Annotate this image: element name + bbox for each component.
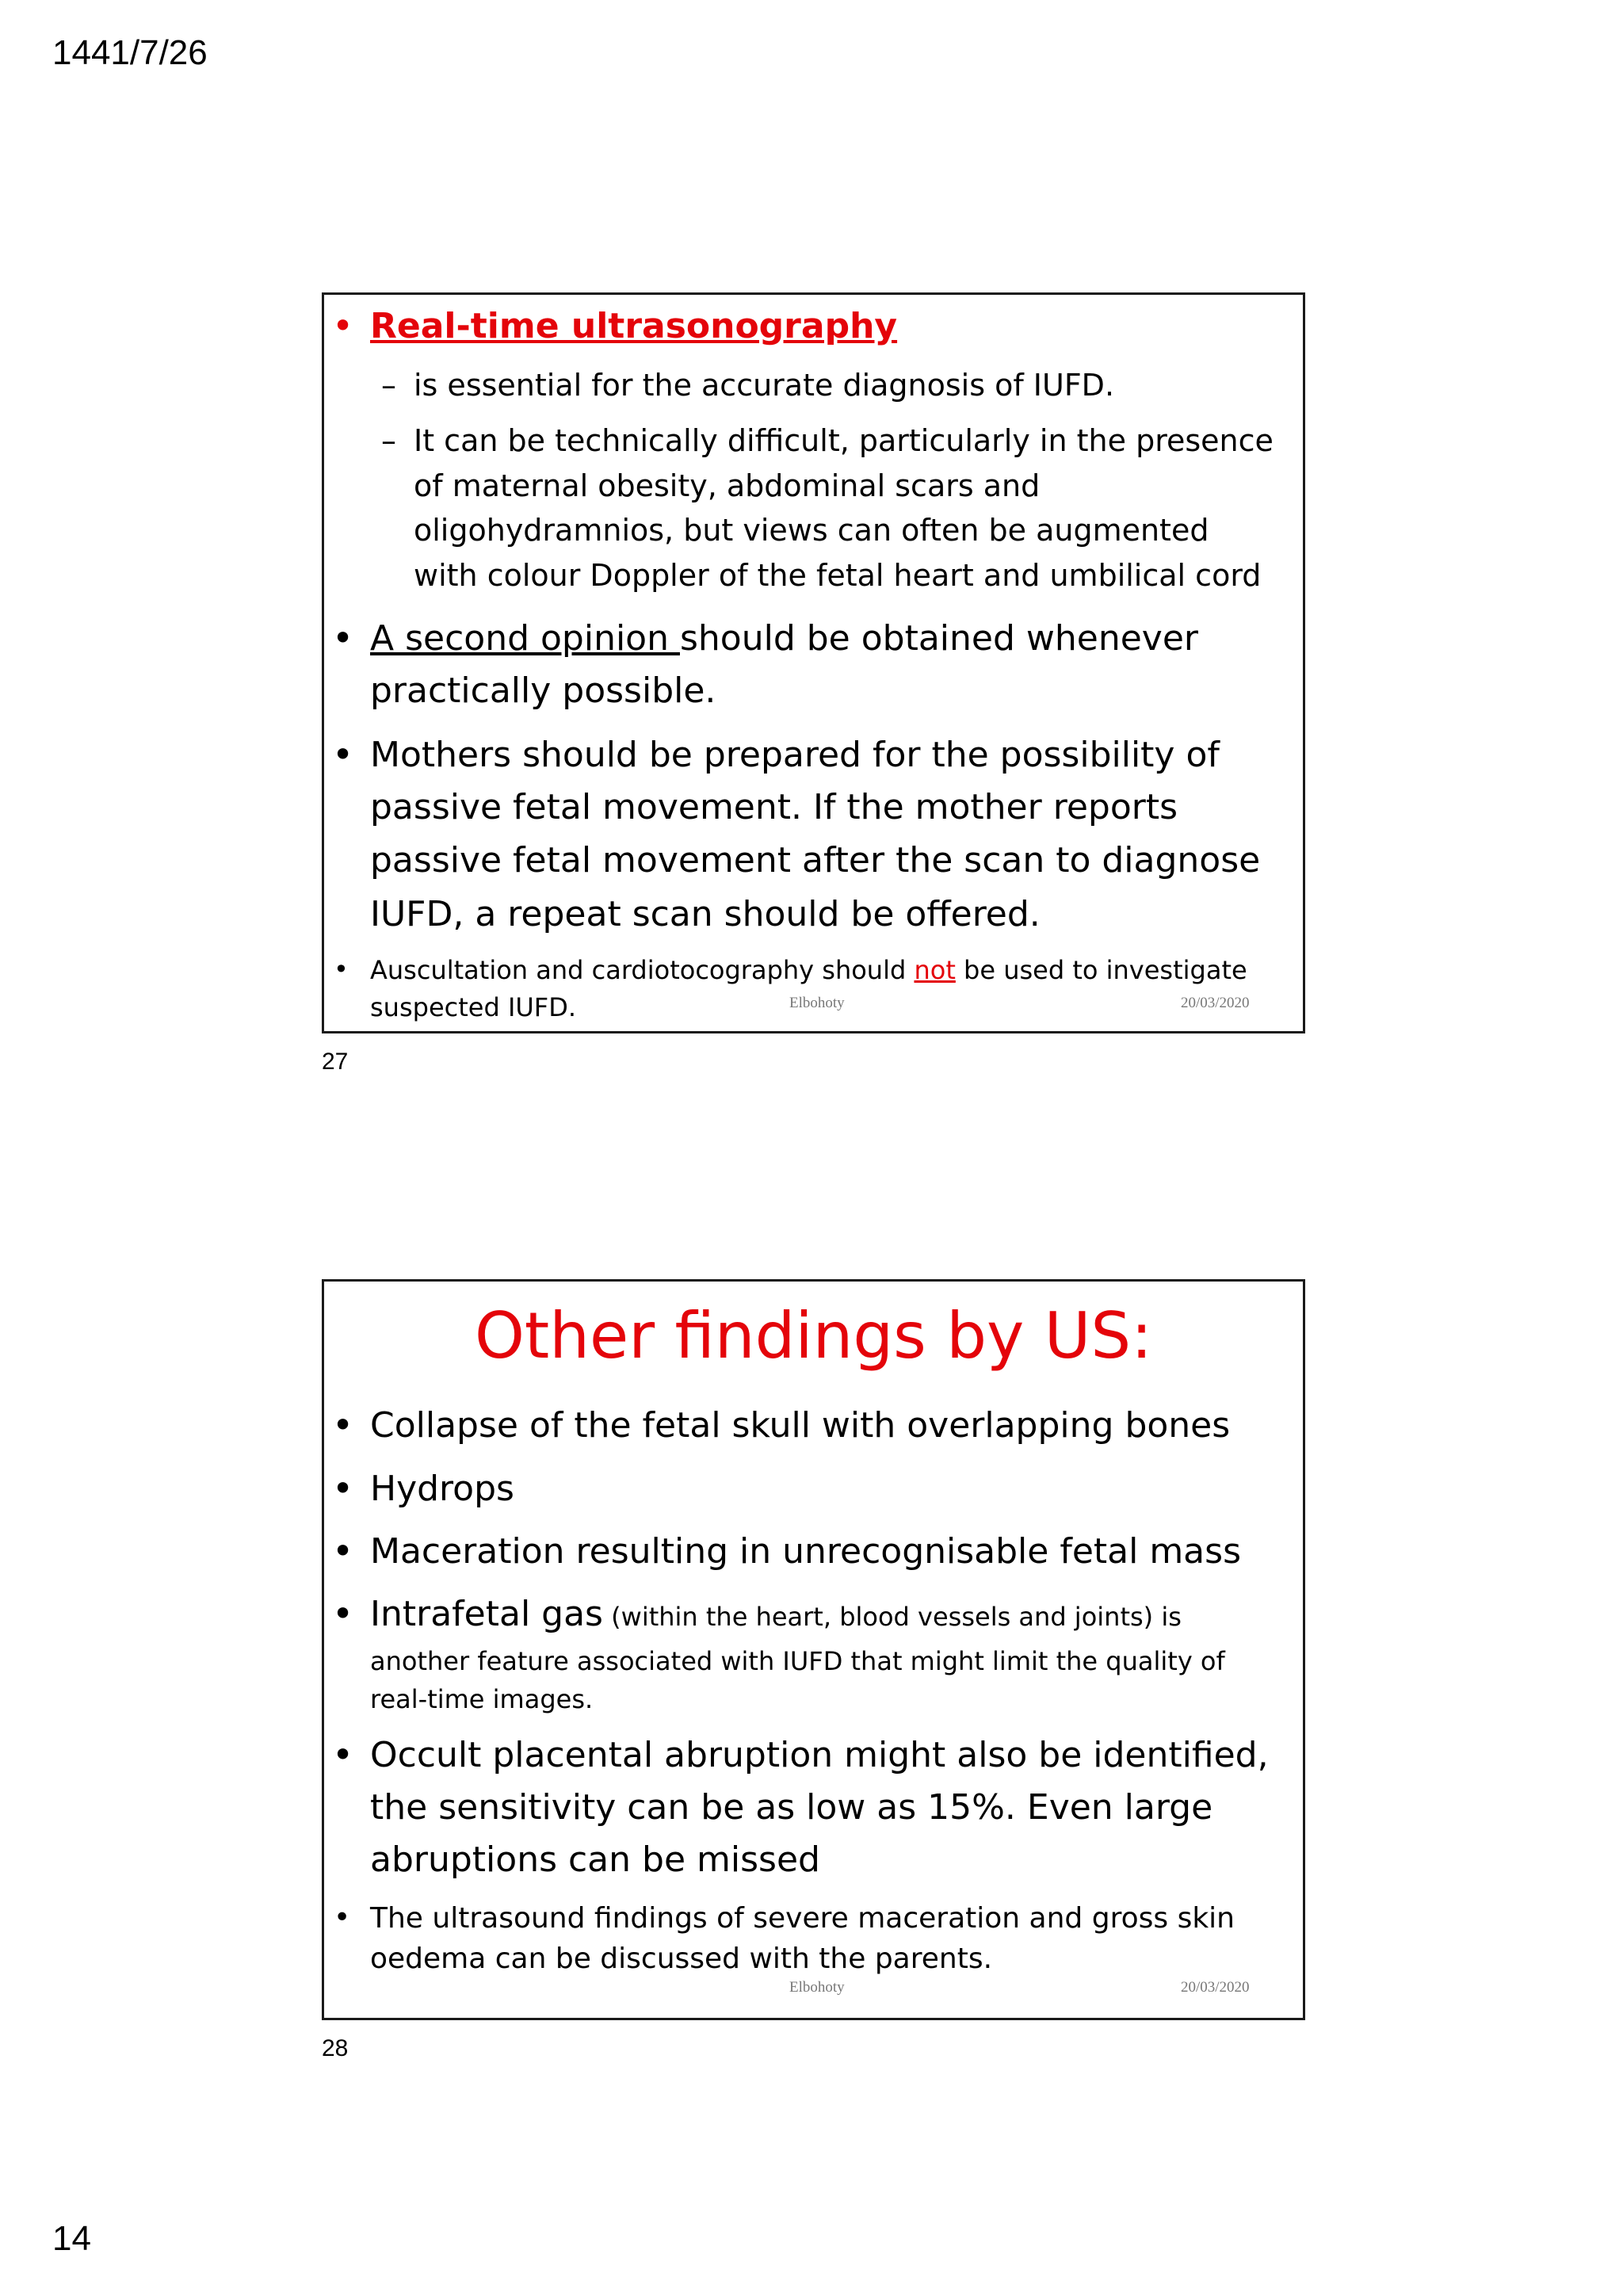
bullet-2-line-2: practically possible.: [370, 670, 716, 711]
bullet-2-line-1: A second opinion should be obtained whenever: [370, 618, 1198, 659]
sub-bullet-2-line-1: It can be technically difficult, particularly in the presence: [414, 423, 1274, 458]
bullet: •: [332, 1592, 354, 1635]
bullet-4-line-2: another feature associated with IUFD that might limit the quality of: [370, 1646, 1225, 1676]
sub-bullet-2-line-3: oligohydramnios, but views can often be augmented: [414, 513, 1209, 548]
bullet-6-line-2: oedema can be discussed with the parents.: [370, 1943, 993, 1975]
bullet: •: [332, 1733, 354, 1776]
underlined-text: A second opinion: [370, 618, 680, 659]
bullet-4-line-1: Intrafetal gas (within the heart, blood vessels and joints) is: [370, 1594, 1182, 1634]
slide-title: Other findings by US:: [474, 1299, 1153, 1373]
bullet-3: Maceration resulting in unrecognisable fetal mass: [370, 1531, 1241, 1572]
bullet: •: [332, 1404, 354, 1446]
footer-author: Elbohoty: [789, 995, 845, 1011]
bullet: •: [332, 1530, 354, 1572]
bullet-6-line-1: The ultrasound findings of severe maceration and gross skin: [370, 1902, 1235, 1935]
sub-bullet-2-line-2: of maternal obesity, abdominal scars and: [414, 468, 1041, 503]
bullet-3-line-1: Mothers should be prepared for the possibility of: [370, 735, 1220, 775]
bullet-1: Collapse of the fetal skull with overlapping bones: [370, 1405, 1231, 1446]
bullet: •: [332, 733, 354, 776]
footer-date: 20/03/2020: [1181, 995, 1250, 1011]
dash: –: [381, 423, 396, 458]
bullet-4-line-1: Auscultation and cardiotocography should not be used to investigate: [370, 955, 1247, 985]
slide-number: 28: [322, 2035, 349, 2061]
dash: –: [381, 368, 396, 403]
bullet-5-line-2: the sensitivity can be as low as 15%. Even large: [370, 1787, 1213, 1828]
slide-heading: Real-time ultrasonography: [370, 306, 898, 346]
slide-27: [322, 292, 1305, 1033]
bullet-3-line-4: IUFD, a repeat scan should be offered.: [370, 894, 1041, 934]
sub-bullet-2-line-4: with colour Doppler of the fetal heart and umbilical cord: [414, 558, 1262, 593]
slide-28: [322, 1279, 1305, 2020]
header-date: 1441/7/26: [52, 33, 208, 72]
sub-bullet-1: is essential for the accurate diagnosis of IUFD.: [414, 368, 1115, 403]
bullet-3-line-3: passive fetal movement after the scan to diagnose: [370, 840, 1261, 881]
bullet-5-line-3: abruptions can be missed: [370, 1839, 820, 1880]
bullet-2: Hydrops: [370, 1469, 514, 1509]
emphasis-not: not: [914, 955, 956, 985]
bullet-5-line-1: Occult placental abruption might also be identified,: [370, 1735, 1269, 1775]
bullet: •: [332, 617, 354, 659]
page-number: 14: [52, 2219, 91, 2258]
bullet-3-line-2: passive fetal movement. If the mother reports: [370, 787, 1178, 827]
footer-author: Elbohoty: [789, 1979, 845, 1996]
bullet-4-line-2: suspected IUFD.: [370, 992, 577, 1022]
slide-number: 27: [322, 1049, 349, 1075]
bullet: •: [334, 954, 349, 984]
bullet: •: [334, 1901, 351, 1934]
bullet: •: [332, 304, 354, 347]
footer-date: 20/03/2020: [1181, 1979, 1250, 1996]
bullet: •: [332, 1467, 354, 1510]
bullet-4-line-3: real-time images.: [370, 1684, 594, 1714]
